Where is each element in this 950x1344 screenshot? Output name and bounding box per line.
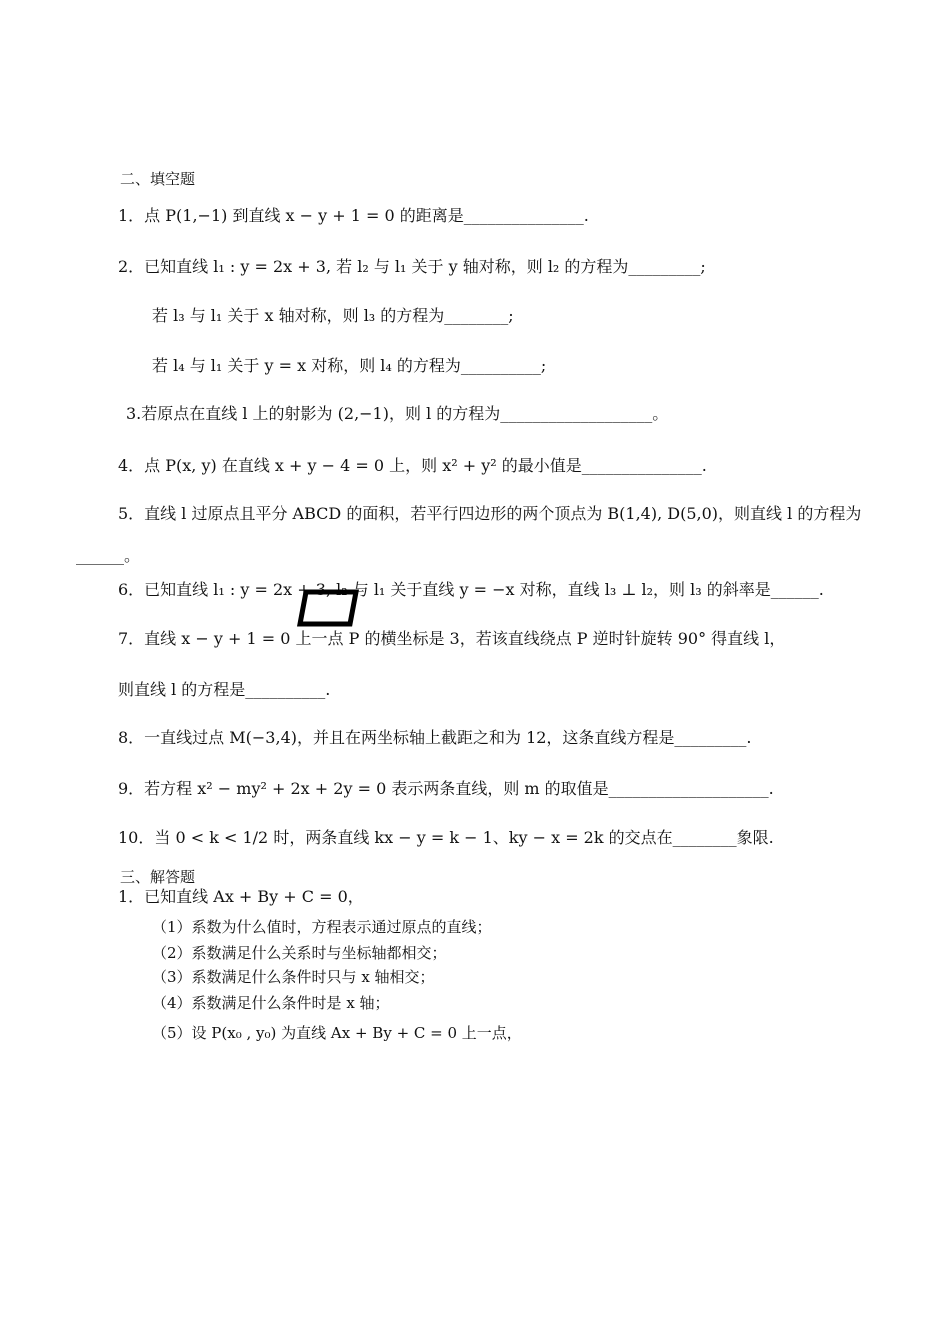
question-7-continued: 则直线 l 的方程是__________. — [118, 680, 331, 699]
question-7: 7．直线 x − y + 1 = 0 上一点 P 的横坐标是 3，若该直线绕点 P 逆时针旋转 90° 得直线 l， — [118, 629, 786, 648]
question-8: 8．一直线过点 M(−3,4)，并且在两坐标轴上截距之和为 12，这条直线方程是_________. — [118, 728, 752, 747]
question-3: 3.若原点在直线 l 上的射影为 (2,−1)，则 l 的方程为___________________。 — [126, 404, 669, 423]
section-3-title: 三、解答题 — [120, 868, 196, 886]
question-4: 4．点 P(x, y) 在直线 x + y − 4 = 0 上，则 x² + y² 的最小值是_______________. — [118, 456, 707, 475]
problem-1-item-1: （1）系数为什么值时，方程表示通过原点的直线； — [152, 918, 492, 936]
question-2: 2．已知直线 l₁ : y = 2x + 3, 若 l₂ 与 l₁ 关于 y 轴对称，则 l₂ 的方程为_________; — [118, 257, 706, 276]
question-5: 5．直线 l 过原点且平分 ABCD 的面积，若平行四边形的两个顶点为 B(1,4), D(5,0)，则直线 l 的方程为 — [118, 504, 862, 523]
problem-1-item-5: （5）设 P(x₀ , y₀) 为直线 Ax + By + C = 0 上一点， — [152, 1024, 522, 1042]
question-5-continued: ______。 — [76, 546, 141, 565]
section-2-title: 二、填空题 — [120, 170, 196, 188]
question-6: 6．已知直线 l₁ : y = 2x + 3, l₂ 与 l₁ 关于直线 y = −x 对称，直线 l₃ ⊥ l₂，则 l₃ 的斜率是______. — [118, 580, 824, 599]
question-10: 10．当 0 < k < 1/2 时，两条直线 kx − y = k − 1、ky − x = 2k 的交点在________象限. — [118, 828, 774, 847]
question-1: 1．点 P(1,−1) 到直线 x − y + 1 = 0 的距离是_______________. — [118, 206, 589, 225]
problem-1-item-4: （4）系数满足什么条件时是 x 轴； — [152, 994, 390, 1012]
problem-1-intro: 1．已知直线 Ax + By + C = 0， — [118, 887, 364, 906]
problem-1-item-3: （3）系数满足什么条件时只与 x 轴相交； — [152, 968, 435, 986]
question-2-part-l4: 若 l₄ 与 l₁ 关于 y = x 对称，则 l₄ 的方程为__________; — [152, 356, 547, 375]
question-9: 9．若方程 x² − my² + 2x + 2y = 0 表示两条直线，则 m 的取值是____________________. — [118, 779, 774, 798]
question-2-part-l3: 若 l₃ 与 l₁ 关于 x 轴对称，则 l₃ 的方程为________; — [152, 306, 514, 325]
problem-1-item-2: （2）系数满足什么关系时与坐标轴都相交； — [152, 944, 447, 962]
parallelogram-icon — [296, 588, 360, 628]
